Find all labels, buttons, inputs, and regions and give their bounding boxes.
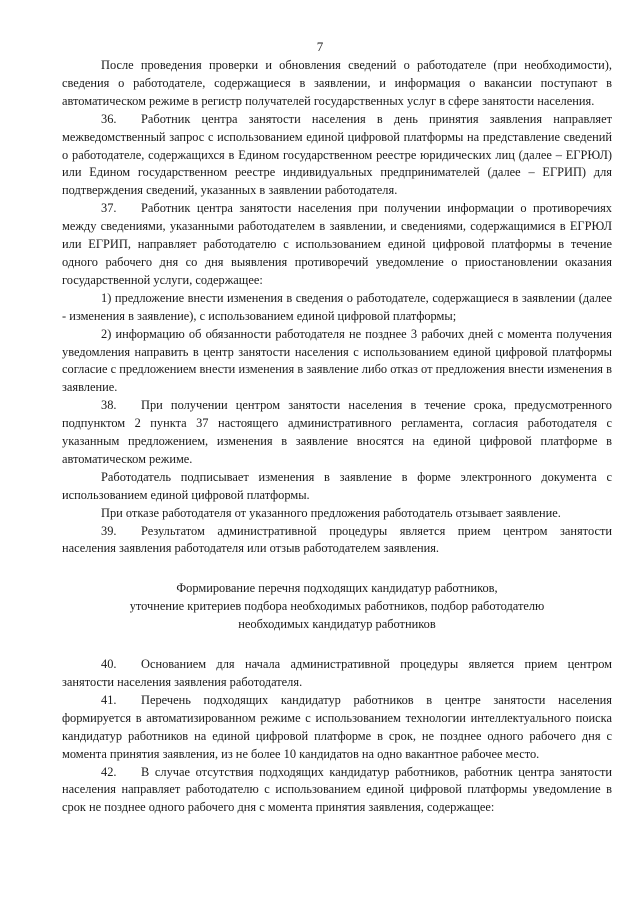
document-body [62,57,612,817]
paragraph-text: В случае отсутствия подходящих кандидатур работников, работник центра занятости населения направляет работодателю с использованием единой цифровой платформы уведомление в срок не позднее одного рабочего дня с момента принятия заявления, содержащее: [62,764,612,815]
paragraph-36 [62,111,612,201]
paragraph-intro [62,57,612,111]
paragraph-38-refusal [62,505,612,523]
paragraph-41 [62,692,612,764]
page-number: 7 [316,39,324,54]
paragraph-text: При отказе работодателя от указанного предложения работодатель отзывает заявление. [101,505,561,520]
paragraph-text: Работодатель подписывает изменения в заявление в форме электронного документа с использованием единой цифровой платформы. [62,469,612,502]
paragraph-text: Работник центра занятости населения при получении информации о противоречиях между сведениями, указанными работодателем в заявлении, и сведениями, содержащимися в ЕГРЮЛ или ЕГРИП, направляет работодателю с использованием единой цифровой платформы в течение одного рабочего дня со дня выявления противоречий уведомление о приостановлении оказания государственной услуги, содержащее: [62,201,612,287]
paragraph-number: 41. [101,692,117,707]
paragraph-37 [62,200,612,290]
paragraph-text: Перечень подходящих кандидатур работников в центре занятости населения формируется в автоматизированном режиме с использованием технологии интеллектуального поиска кандидатур работников на единой цифровой платформе в срок, не позднее одного рабочего дня с момента принятия заявления, из не более 10 кандидатов на одно вакантное рабочее место. [62,692,612,761]
paragraph-number: 38. [101,398,117,413]
paragraph-text: Результатом административной процедуры является прием центром занятости населения заявления работодателя или отзыв работодателем заявления. [62,523,612,556]
paragraph-text: Основанием для начала административной процедуры является прием центром занятости населения заявления работодателя. [62,657,612,689]
paragraph-text: 1) предложение внести изменения в сведения о работодателе, содержащиеся в заявлении (далее - изменения в заявление), с использованием единой цифровой платформы; [62,290,612,323]
section-heading-line: необходимых кандидатур работников [238,617,436,632]
section-heading [62,580,612,634]
paragraph-38 [62,397,612,469]
paragraph-number: 36. [101,111,117,126]
paragraph-40 [62,656,612,692]
paragraph-text: Работник центра занятости населения в день принятия заявления направляет межведомственный запрос с использованием единой цифровой платформы на представление сведений о работодателе, содержащихся в Едином государственном реестре юридических лиц (далее – ЕГРЮЛ) или Едином государственном реестре индивидуальных предпринимателей (далее – ЕГРИП) для подтверждения сведений, указанных в заявлении работодателя. [62,111,612,198]
paragraph-text: После проведения проверки и обновления сведений о работодателе (при необходимости), сведения о работодателе, содержащиеся в заявлении, и информация о вакансии поступают в автоматическом режиме в регистр получателей государственных услуг в сфере занятости населения. [62,58,612,108]
paragraph-text: 2) информацию об обязанности работодателя не позднее 3 рабочих дней с момента получения уведомления направить в центр занятости населения с использованием единой цифровой платформы согласие с предложением внести изменения в заявление либо отказ от предложения внести изменения в заявление. [62,326,612,395]
paragraph-text: При получении центром занятости населения в течение срока, предусмотренного подпунктом 2 пункта 37 настоящего административного регламента, согласия работодателя с указанным предложением, изменения в заявление вносятся на единой цифровой платформе в автоматическом режиме. [62,398,612,466]
paragraph-number: 37. [101,201,117,216]
section-heading-line: Формирование перечня подходящих кандидатур работников, [176,581,498,596]
paragraph-37-item-2 [62,326,612,398]
paragraph-42 [62,764,612,818]
paragraph-number: 42. [101,764,117,779]
paragraph-39 [62,523,612,559]
paragraph-number: 40. [101,657,117,672]
section-heading-line: уточнение критериев подбора необходимых работников, подбор работодателю [129,599,545,614]
paragraph-number: 39. [101,523,117,538]
paragraph-38-signing [62,469,612,505]
paragraph-37-item-1 [62,290,612,326]
